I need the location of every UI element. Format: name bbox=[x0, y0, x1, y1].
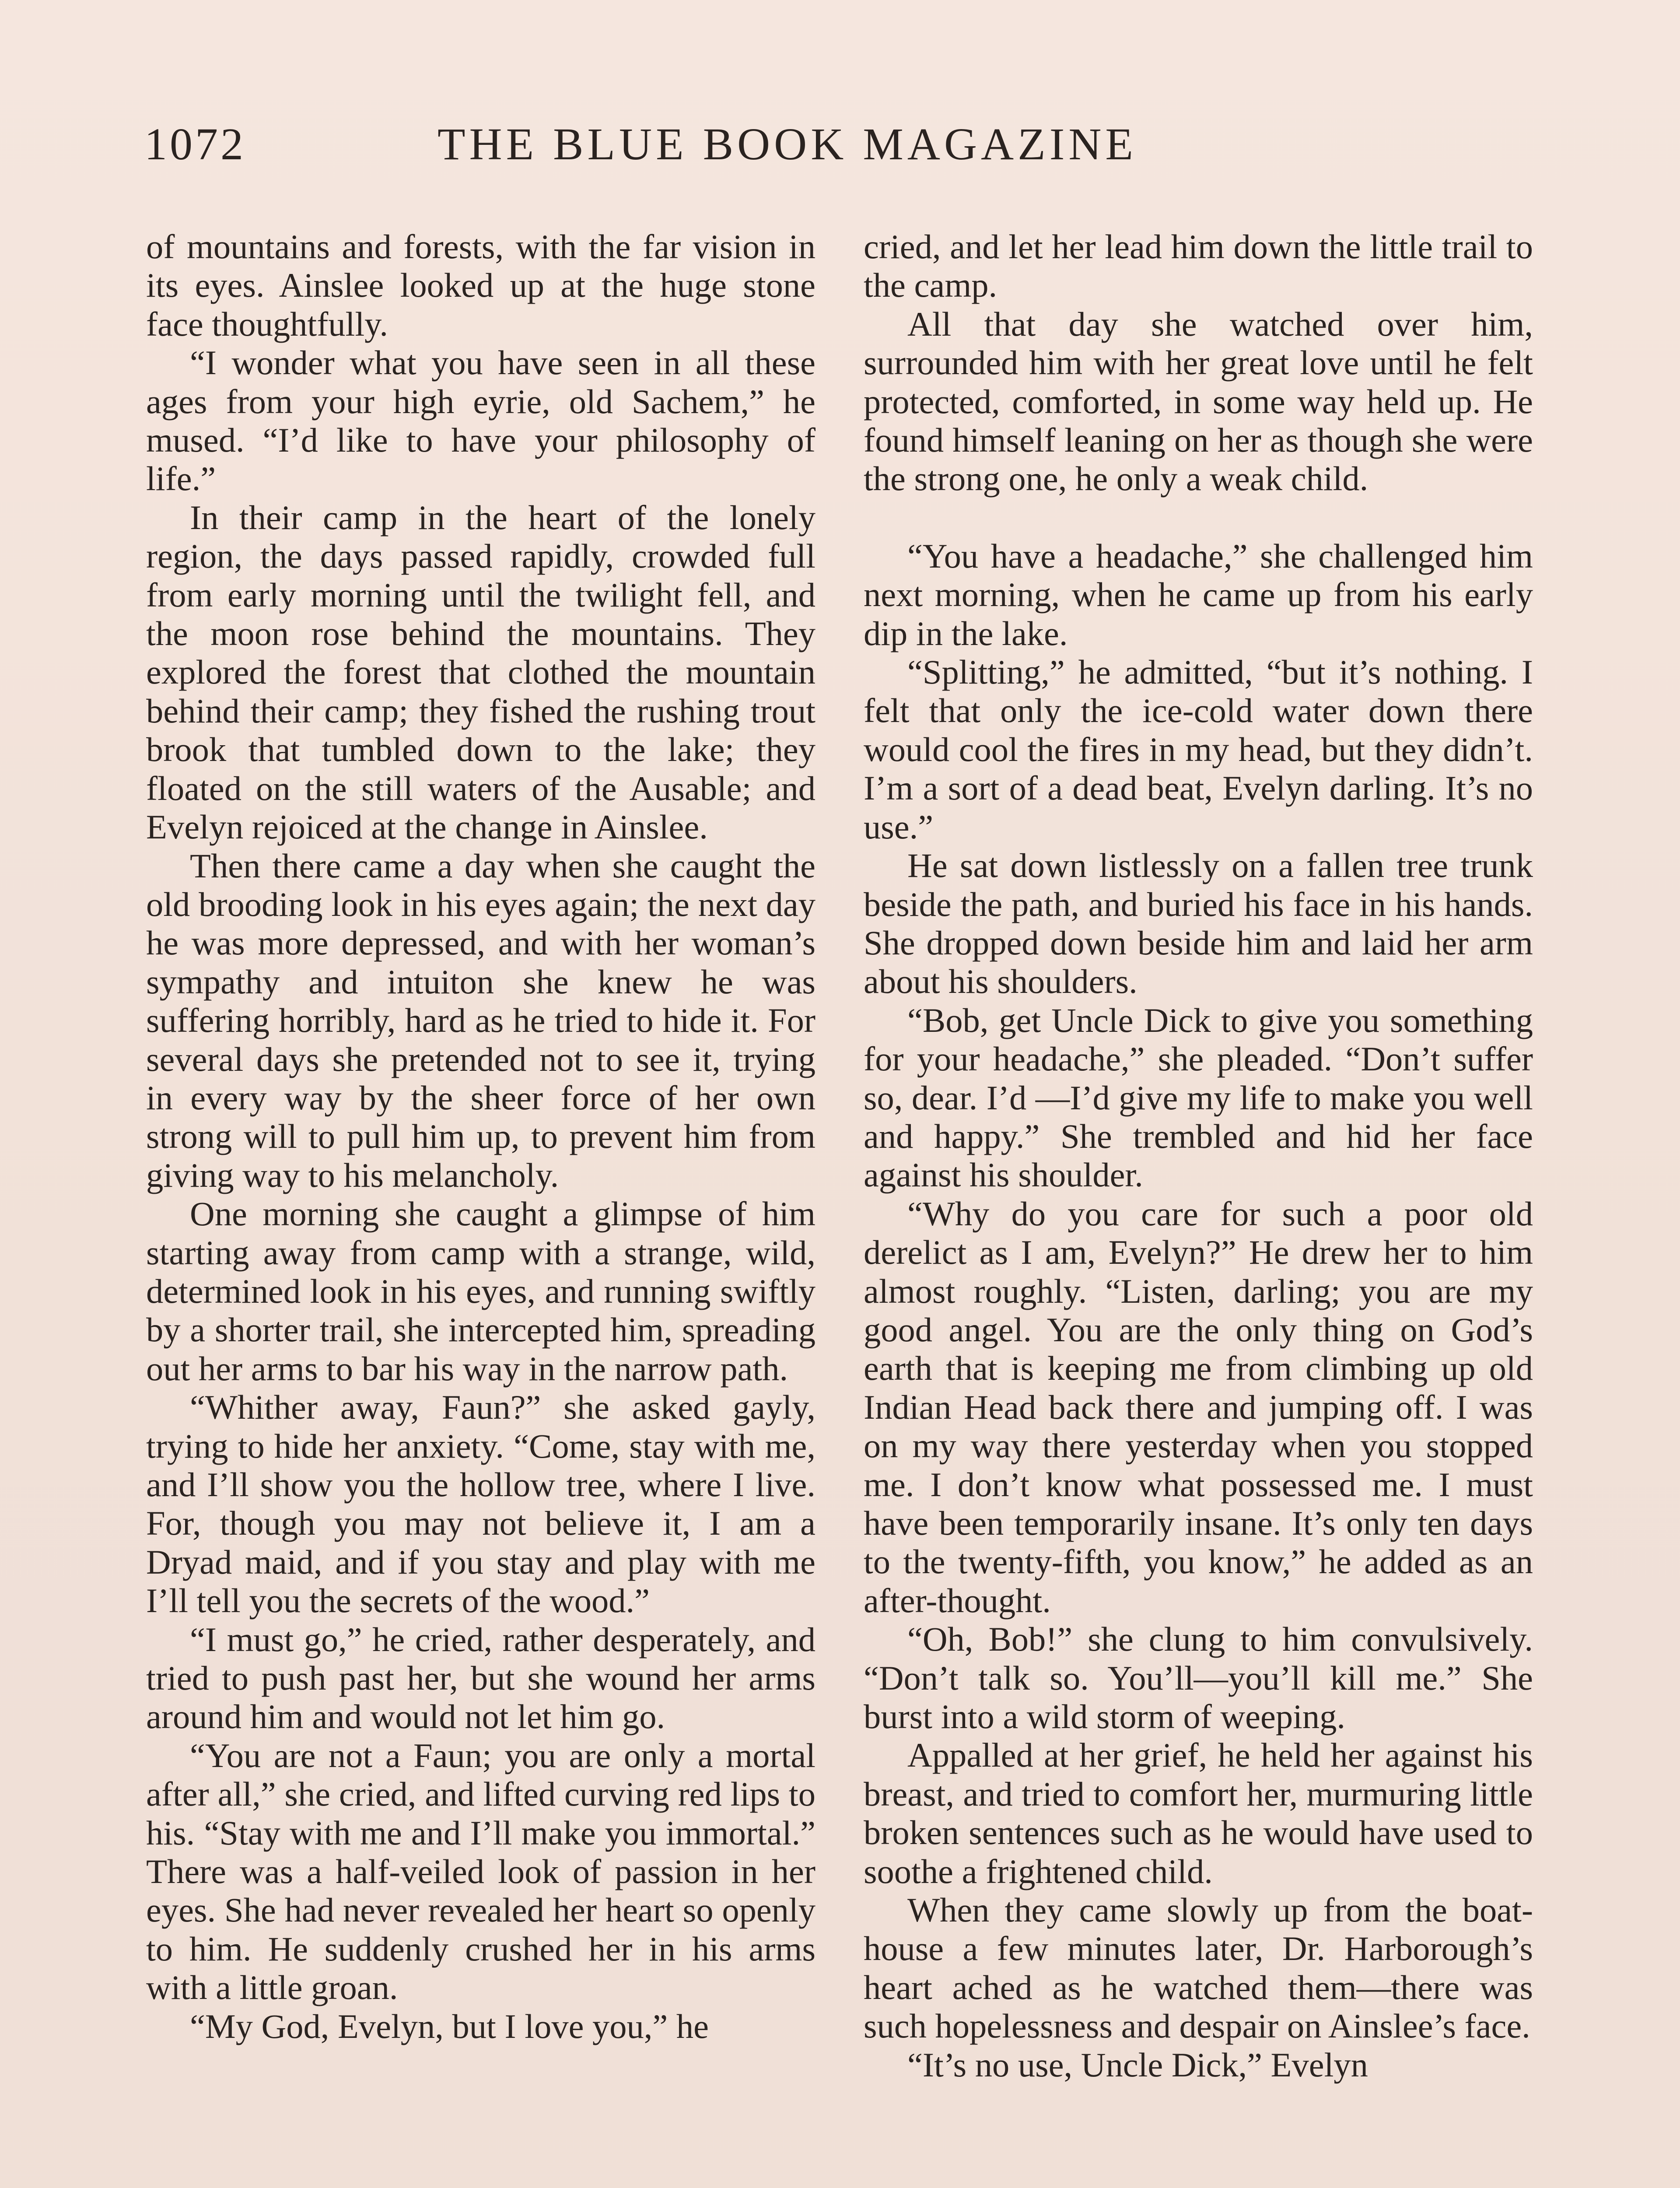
paragraph: When they came slowly up from the boat-house a few minutes later, Dr. Harborough’s heart ached as he watched them—there was such hopelessness and despair on Ainslee’s face. bbox=[864, 1891, 1533, 2045]
paragraph: In their camp in the heart of the lonely region, the days passed rapidly, crowded full from early morning until the twilight fell, and the moon rose behind the mountains. They explored the forest that clothed the mountain behind their camp; they fished the rushing trout brook that tumbled down to the lake; they floated on the still waters of the Ausable; and Evelyn rejoiced at the change in Ainslee. bbox=[146, 498, 816, 846]
paragraph: of mountains and forests, with the far vision in its eyes. Ainslee looked up at the huge stone face thoughtfully. bbox=[146, 228, 816, 343]
paragraph: Appalled at her grief, he held her against his breast, and tried to comfort her, murmuring little broken sentences such as he would have used to soothe a frightened child. bbox=[864, 1736, 1533, 1890]
paragraph: Then there came a day when she caught the old brooding look in his eyes again; the next day he was more depressed, and with her woman’s sympathy and intuiton she knew he was suffering horribly, hard as he tried to hide it. For several days she pretended not to see it, trying in every way by the sheer force of her own strong will to pull him up, to prevent him from giving way to his melancholy. bbox=[146, 846, 816, 1194]
left-column bbox=[146, 228, 816, 2046]
paragraph: All that day she watched over him, surrounded him with her great love until he felt protected, comforted, in some way held up. He found himself leaning on her as though she were the strong one, he only a weak child. bbox=[864, 305, 1533, 498]
paragraph: “You have a headache,” she challenged him next morning, when he came up from his early dip in the lake. bbox=[864, 536, 1533, 652]
paragraph: “I wonder what you have seen in all these ages from your high eyrie, old Sachem,” he mused. “I’d like to have your philosophy of life.” bbox=[146, 344, 816, 498]
page-number: 1072 bbox=[144, 119, 246, 169]
paragraph: “My God, Evelyn, but I love you,” he bbox=[190, 2007, 709, 2045]
paragraph: “Splitting,” he admitted, “but it’s nothing. I felt that only the ice-cold water down there would cool the fires in my head, but they didn’t. I’m a sort of a dead beat, Evelyn darling. It’s no use.” bbox=[864, 653, 1533, 846]
paragraph: “I must go,” he cried, rather desperately, and tried to push past her, but she wound her arms around him and would not let him go. bbox=[146, 1620, 816, 1736]
right-column bbox=[864, 228, 1533, 2084]
paragraph: “Bob, get Uncle Dick to give you something for your headache,” she pleaded. “Don’t suffer so, dear. I’d —I’d give my life to make you well and happy.” She trembled and hid her face against his shoulder. bbox=[864, 1001, 1533, 1194]
paragraph: “It’s no use, Uncle Dick,” Evelyn bbox=[907, 2045, 1368, 2084]
page-header bbox=[144, 118, 1536, 184]
paragraph: “Whither away, Faun?” she asked gayly, trying to hide her anxiety. “Come, stay with me, and I’ll show you the hollow tree, where I live. For, though you may not believe it, I am a Dryad maid, and if you stay and play with me I’ll tell you the secrets of the wood.” bbox=[146, 1388, 816, 1620]
paragraph: He sat down listlessly on a fallen tree trunk beside the path, and buried his face in his hands. She dropped down beside him and laid her arm about his shoulders. bbox=[864, 846, 1533, 1001]
paragraph: cried, and let her lead him down the little trail to the camp. bbox=[864, 228, 1533, 305]
magazine-title: THE BLUE BOOK MAGAZINE bbox=[438, 119, 1137, 169]
paragraph: “Why do you care for such a poor old derelict as I am, Evelyn?” He drew her to him almost roughly. “Listen, darling; you are my good angel. You are the only thing on God’s earth that is keeping me from climbing up old Indian Head back there and jumping off. I was on my way there yesterday when you stopped me. I don’t know what possessed me. I must have been temporarily insane. It’s only ten days to the twenty-fifth, you know,” he added as an after-thought. bbox=[864, 1194, 1533, 1620]
paragraph: “Oh, Bob!” she clung to him convulsively. “Don’t talk so. You’ll—you’ll kill me.” She burst into a wild storm of weeping. bbox=[864, 1620, 1533, 1736]
paragraph: One morning she caught a glimpse of him starting away from camp with a strange, wild, determined look in his eyes, and running swiftly by a shorter trail, she intercepted him, spreading out her arms to bar his way in the narrow path. bbox=[146, 1195, 816, 1388]
paragraph: “You are not a Faun; you are only a mortal after all,” she cried, and lifted curving red lips to his. “Stay with me and I’ll make you immortal.” There was a half-veiled look of passion in her eyes. She had never revealed her heart so openly to him. He suddenly crushed her in his arms with a little groan. bbox=[146, 1736, 816, 2007]
